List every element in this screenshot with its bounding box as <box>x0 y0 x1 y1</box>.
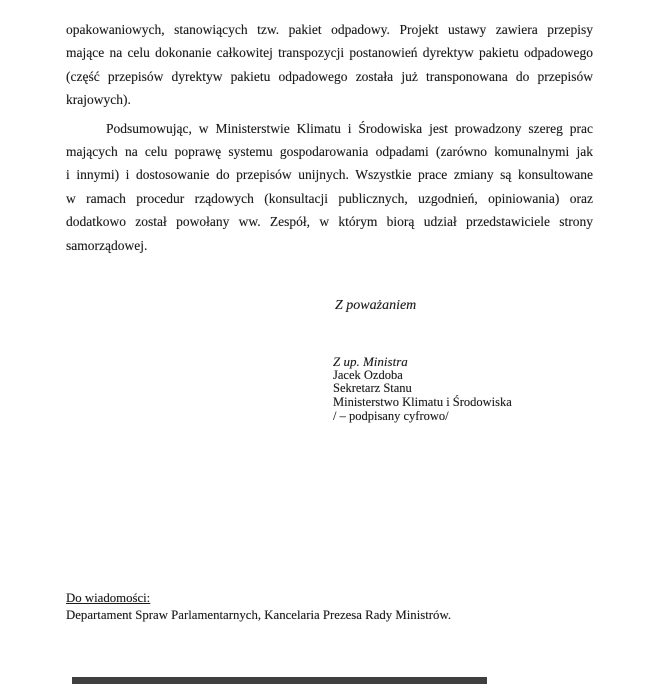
paragraph <box>66 18 593 112</box>
text-line: mające na celu dokonanie całkowitej transpozycji postanowień dyrektyw pakietu odpadowego <box>66 45 593 61</box>
paragraph <box>66 117 593 257</box>
text-line: krajowych). <box>66 92 131 108</box>
signature-title: Sekretarz Stanu <box>333 381 412 396</box>
signature-digital-note: / – podpisany cyfrowo/ <box>333 408 449 423</box>
text-line: w ramach procedur rządowych (konsultacji publicznych, uzgodnień, opiniowania) oraz <box>66 190 593 206</box>
letter-body <box>66 18 593 257</box>
text-line: mających na celu poprawę systemu gospodarowania odpadami (zarówno komunalnymi jak <box>66 144 593 160</box>
signature-name: Jacek Ozdoba <box>333 367 403 382</box>
text-line: i innymi) i dostosowanie do przepisów unijnych. Wszystkie prace zmiany są konsultowane <box>66 167 593 183</box>
signature-block <box>333 355 512 424</box>
signature-ministry: Ministerstwo Klimatu i Środowiska <box>333 395 512 410</box>
text-line: (część przepisów dyrektyw pakietu odpadowego została już transponowana do przepisów <box>66 68 593 84</box>
text-line: samorządowej. <box>66 237 148 253</box>
page-bottom-edge-bar <box>72 677 487 684</box>
text-line: Podsumowując, w Ministerstwie Klimatu i Środowiska jest prowadzony szereg prac <box>106 120 593 136</box>
cc-section <box>66 590 451 625</box>
text-line: opakowaniowych, stanowiących tzw. pakiet odpadowy. Projekt ustawy zawiera przepisy <box>66 22 593 37</box>
cc-heading: Do wiadomości: <box>66 591 151 605</box>
cc-recipient: Departament Spraw Parlamentarnych, Kancelaria Prezesa Rady Ministrów. <box>66 608 452 623</box>
text-line: dodatkowo został powołany ww. Zespół, w którym biorą udział przedstawiciele strony <box>66 214 593 230</box>
signature-authority-line: Z up. Ministra <box>333 354 408 369</box>
closing-phrase: Z poważaniem <box>335 298 417 313</box>
